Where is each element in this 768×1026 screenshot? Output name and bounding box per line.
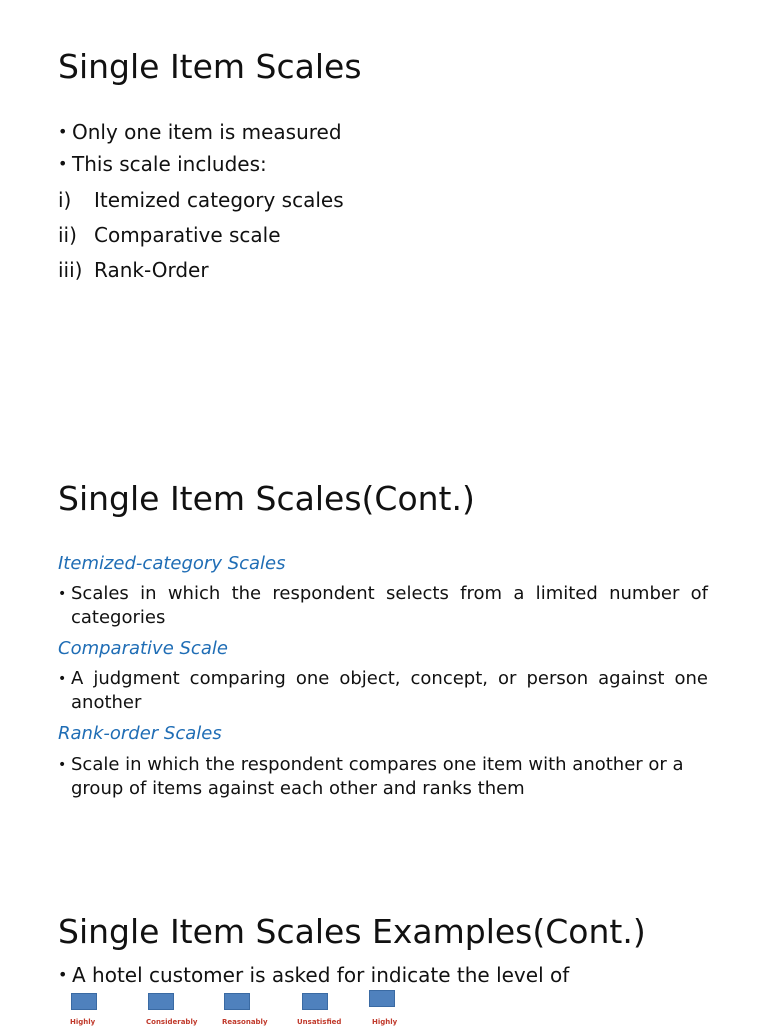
scale-box — [71, 993, 97, 1010]
bullet-icon: • — [58, 154, 68, 173]
bullet-item — [58, 965, 569, 985]
scale-label: Highly — [372, 1018, 398, 1026]
scale-box — [302, 993, 328, 1010]
scale-box — [224, 993, 250, 1010]
slide-1-title: Single Item Scales — [58, 47, 362, 86]
item-text: Itemized category scales — [94, 188, 344, 212]
scale-label: Reasonably — [222, 1018, 268, 1026]
section-heading: Itemized-category Scales — [58, 553, 286, 574]
item-number: i) — [58, 188, 72, 212]
bullet-text: A hotel customer is asked for indicate the level of — [72, 963, 570, 987]
bullet-text: Only one item is measured — [72, 120, 342, 144]
scale-label: Unsatisfied — [297, 1018, 342, 1026]
bullet-icon: • — [58, 122, 68, 141]
scale-box — [148, 993, 174, 1010]
section-text: Scale in which the respondent compares one item with another or a group of items against each other and ranks them — [71, 754, 684, 799]
bullet-icon: • — [58, 965, 68, 984]
item-text: Comparative scale — [94, 223, 281, 247]
bullet-icon: • — [58, 757, 67, 773]
section-text: Scales in which the respondent selects from a limited number of categories — [71, 583, 708, 628]
scale-box — [369, 990, 395, 1007]
section-text: A judgment comparing one object, concept, or person against one another — [71, 668, 708, 713]
scale-label: Considerably — [146, 1018, 198, 1026]
bullet-icon: • — [58, 671, 67, 687]
item-number: iii) — [58, 258, 83, 282]
bullet-text: This scale includes: — [72, 152, 267, 176]
item-number: ii) — [58, 223, 77, 247]
slide-2-title: Single Item Scales(Cont.) — [58, 479, 475, 518]
item-text: Rank-Order — [94, 258, 209, 282]
scale-label: Highly — [70, 1018, 96, 1026]
section-heading: Rank-order Scales — [58, 723, 222, 744]
bullet-icon: • — [58, 586, 67, 602]
slide-3-title: Single Item Scales Examples(Cont.) — [58, 912, 646, 951]
section-heading: Comparative Scale — [58, 638, 228, 659]
